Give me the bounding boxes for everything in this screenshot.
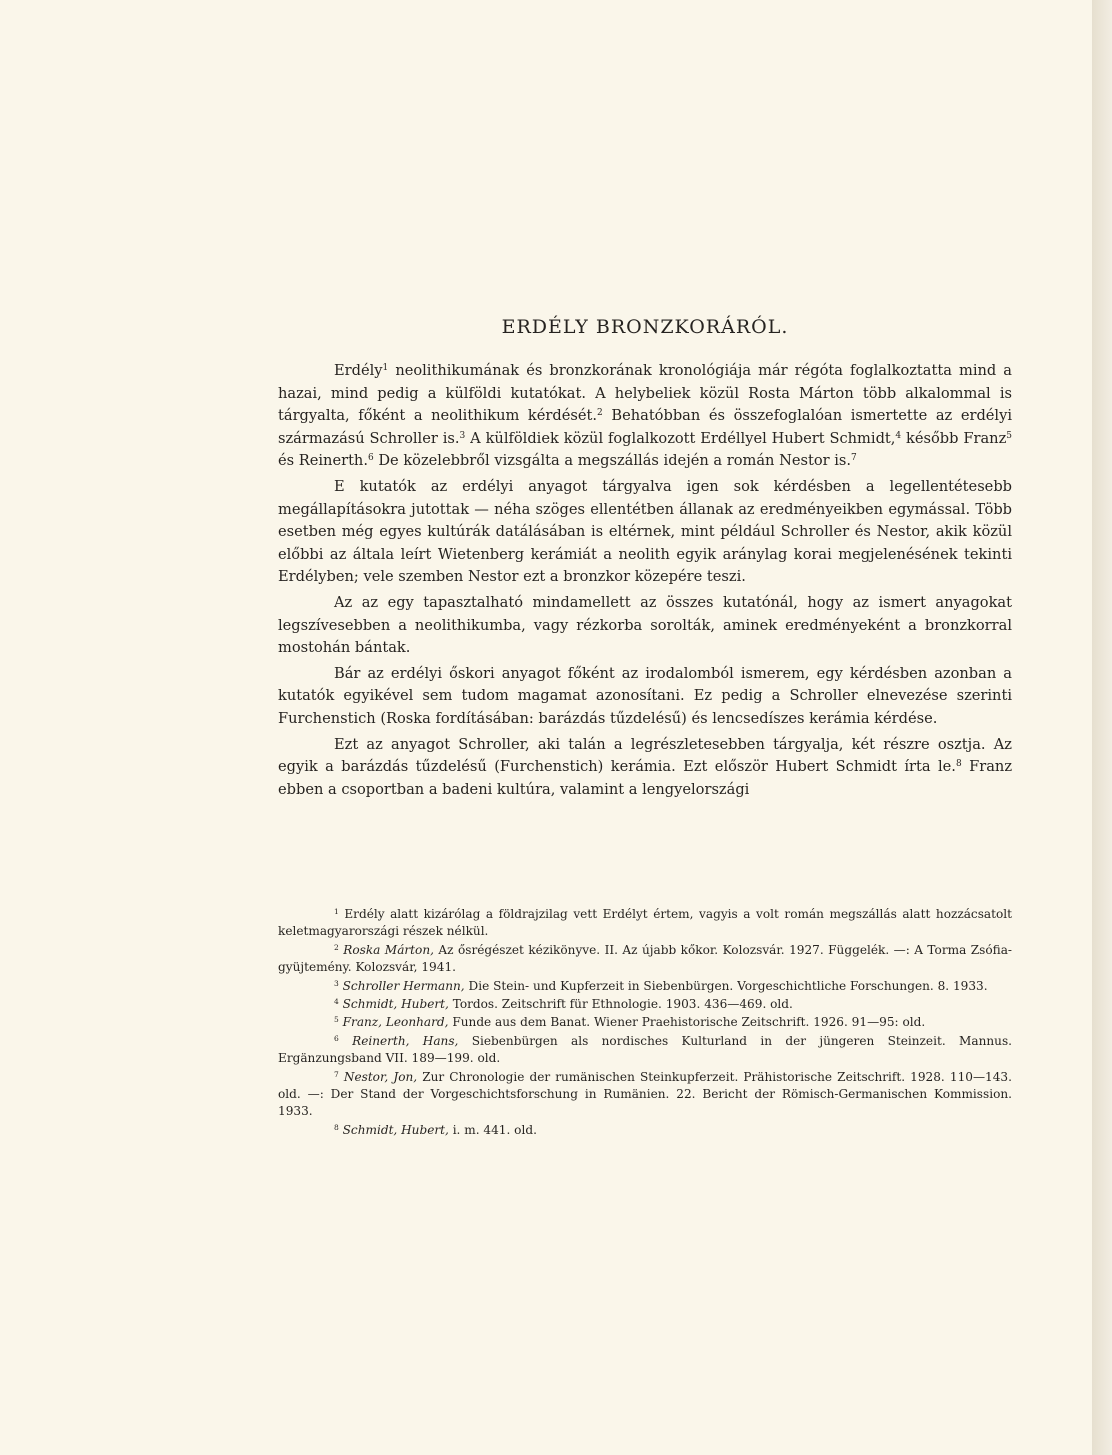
paragraph-text: Behatóbban és összefoglalóan ismertette az erdélyi származású Schroller is. xyxy=(278,407,1013,447)
paragraph-text: Ezt az anyagot Schroller, aki talán a legrészletesebben tárgyalja, két részre osztja. Az egyik a barázdás tűzdelésű (Furchenstich) kerámia. Ezt először Hubert Schmidt írta le. xyxy=(278,735,1012,776)
paragraph xyxy=(278,592,1012,660)
footnote xyxy=(278,1014,1012,1031)
footnote xyxy=(278,1122,1012,1139)
footnote-number: 3 xyxy=(334,978,339,988)
paragraph xyxy=(278,476,1012,589)
footnote-ref: 7 xyxy=(851,453,857,464)
footnote-number: 4 xyxy=(334,997,339,1007)
paragraph-text: Franz ebben a csoportban a badeni kultúra, valamint a lengyelországi xyxy=(278,758,1013,798)
paragraph-text: később Franz xyxy=(901,429,1007,447)
footnote-author: Schroller Hermann, xyxy=(342,978,465,993)
paragraph-text: E kutatók az erdélyi anyagot tárgyalva igen sok kérdésben a legellentétesebb megállapításokra jutottak — néha szöges ellentétben állanak az eredményeikben egymással. Több esetben még egyes kultúrák datálásában is eltérnek, mint például Schroller és Nestor, akik közül előbbi az általa leírt Wietenberg kerámiát a neolith egyik aránylag korai megjelenésének tekinti Erdélyben; vele szemben Nestor ezt a bronzkor közepére teszi. xyxy=(278,477,1012,586)
footnote-number: 1 xyxy=(334,907,339,916)
footnote-number: 6 xyxy=(334,1033,339,1043)
footnote-text: Zur Chronologie der rumänischen Steinkupferzeit. Prähistorische Zeitschrift. 1928. 110—143. old. —: Der Stand der Vorgeschichtsforschung in Rumänien. 22. Bericht der Römisch-Germanischen Kommission. 1933. xyxy=(278,1069,1012,1119)
footnote xyxy=(278,978,1012,995)
footnote-author: Schmidt, Hubert, xyxy=(342,997,449,1012)
footnote-text: i. m. 441. old. xyxy=(448,1122,537,1137)
footnote-author: Schmidt, Hubert, xyxy=(342,1122,449,1137)
footnote-ref: 1 xyxy=(382,363,389,373)
article-body xyxy=(278,316,1012,801)
paragraph-text: és Reinerth. xyxy=(278,452,368,470)
footnote-author: Nestor, Jon, xyxy=(343,1069,418,1084)
page-edge xyxy=(1092,0,1112,1455)
footnote xyxy=(278,1033,1012,1068)
footnote-text: Tordos. Zeitschrift für Ethnologie. 1903. 436—469. old. xyxy=(448,997,793,1012)
paragraph xyxy=(278,360,1012,473)
footnote-ref: 3 xyxy=(459,430,466,441)
paragraph xyxy=(278,734,1012,802)
footnote-author: Franz, Leonhard, xyxy=(342,1015,449,1030)
footnote-text: Erdély alatt kizárólag a földrajzilag vett Erdélyt értem, vagyis a volt román megszállás alatt hozzácsatolt keletmagyarországi részek nélkül. xyxy=(278,907,1012,939)
footnote-author: Reinerth, Hans, xyxy=(352,1033,459,1048)
footnote-text: Az ősrégészet kézikönyve. II. Az újabb kőkor. Kolozsvár. 1927. Függelék. —: A Torma Zsófia-gyüjtemény. Kolozsvár, 1941. xyxy=(278,942,1012,975)
footnote-ref: 4 xyxy=(895,430,902,441)
article-title: ERDÉLY BRONZKORÁRÓL. xyxy=(501,316,789,338)
paragraph-text: Erdély xyxy=(334,362,383,379)
footnote-number: 5 xyxy=(334,1015,339,1025)
footnote-number: 8 xyxy=(334,1122,339,1132)
footnote-ref: 8 xyxy=(955,759,962,770)
footnote xyxy=(278,906,1012,941)
paragraph-text: De közelebbről vizsgálta a megszállás idején a román Nestor is. xyxy=(373,452,852,470)
footnote xyxy=(278,1069,1012,1121)
footnote-author: Roska Márton, xyxy=(343,942,434,957)
footnote-ref: 6 xyxy=(367,453,374,464)
footnote-ref: 2 xyxy=(597,408,603,419)
footnote xyxy=(278,996,1012,1013)
footnote xyxy=(278,942,1012,977)
footnote-text: Siebenbürgen als nordisches Kulturland in der jüngeren Steinzeit. Mannus. Ergänzungsband VII. 189—199. old. xyxy=(278,1033,1012,1066)
paragraph-text: neolithikumának és bronzkorának kronológiája már régóta foglalkoztatta mind a hazai, mind pedig a külföldi kutatókat. A helybeliek közül Rosta Márton több alkalommal is tárgyalta, főként a neolithikum kérdését. xyxy=(278,362,1012,425)
paragraph-text: Az az egy tapasztalható mindamellett az összes kutatónál, hogy az ismert anyagokat legszívesebben a neolithikumba, vagy rézkorba sorolták, aminek eredményeként a bronzkorral mostohán bántak. xyxy=(278,593,1012,657)
footnote-number: 7 xyxy=(334,1069,339,1079)
footnotes xyxy=(278,906,1012,1140)
paragraph-text: A külföldiek közül foglalkozott Erdéllyel Hubert Schmidt, xyxy=(465,429,896,447)
footnote-ref: 5 xyxy=(1006,430,1012,441)
paragraph xyxy=(278,663,1012,731)
footnote-number: 2 xyxy=(334,942,339,952)
paragraph-text: Bár az erdélyi őskori anyagot főként az irodalomból ismerem, egy kérdésben azonban a kutatók egyikével sem tudom magamat azonosítani. Ez pedig a Schroller elnevezése szerinti Furchenstich (Roska fordításában: barázdás tűzdelésű) és lencsedíszes kerámia kérdése. xyxy=(278,664,1012,727)
footnote-text: Funde aus dem Banat. Wiener Praehistorische Zeitschrift. 1926. 91—95: old. xyxy=(448,1015,926,1030)
footnote-text: Die Stein- und Kupferzeit in Siebenbürgen. Vorgeschichtliche Forschungen. 8. 1933. xyxy=(464,978,988,993)
paragraphs xyxy=(278,360,1012,801)
